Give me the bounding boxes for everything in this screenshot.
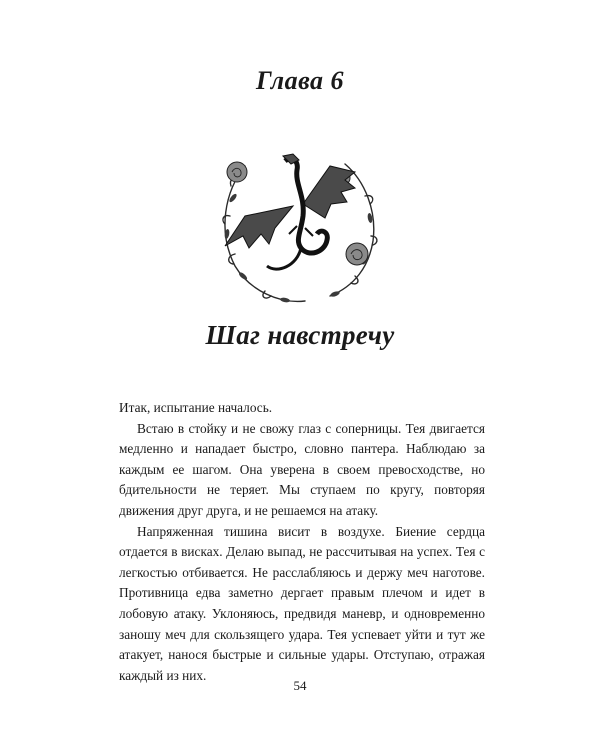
paragraph: Встаю в стойку и не свожу глаз с соперницы. Тея двигается медленно и нападает быстро, словно пантера. Наблюдаю за каждым ее шагом. Она уверена в своем превосходстве, но бдительности не теряет. Мы ступаем по кругу, повторяя движения друг друга, и не решаемся на атаку. <box>119 420 485 518</box>
paragraph: Итак, испытание началось. <box>119 400 273 415</box>
chapter-number: Глава 6 <box>255 66 345 95</box>
chapter-title: Шаг навстречу <box>205 320 395 350</box>
page-number: 54 <box>293 678 307 693</box>
chapter-body <box>119 398 485 686</box>
dragon-wreath-icon <box>205 136 385 306</box>
paragraph: Напряженная тишина висит в воздухе. Биение сердца отдается в висках. Делаю выпад, не рассчитывая на успех. Тея с легкостью отбивается. Не расслабляюсь и держу меч наготове. Противница едва заметно дергает правым плечом и идет в лобовую атаку. Уклоняюсь, предвидя маневр, и одновременно заношу меч для скользящего удара. Тея успевает уйти и тут же атакует, нанося быстрые и сильные удары. Отступаю, отражая каждый из них. <box>119 523 485 683</box>
